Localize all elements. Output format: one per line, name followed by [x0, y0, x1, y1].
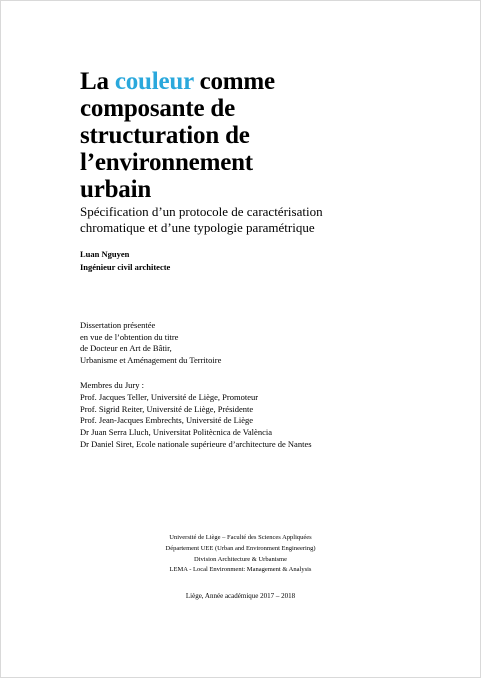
author-name: Luan Nguyen [80, 249, 130, 259]
jury-member: Dr Daniel Siret, Ecole nationale supérieure d’architecture de Nantes [80, 438, 312, 449]
subtitle-line-2: chromatique et d’une typologie paramétrique [80, 220, 315, 235]
dissertation-line: en vue de l’obtention du titre [80, 331, 179, 342]
institution-affiliation [0, 533, 481, 576]
jury-member: Prof. Jacques Teller, Université de Liège, Promoteur [80, 391, 259, 402]
subtitle-line-1: Spécification d’un protocole de caractérisation [80, 204, 323, 219]
title-line-3: structuration de [80, 122, 250, 149]
title-line-4: l’environnement [80, 149, 253, 176]
dissertation-statement [80, 320, 221, 366]
page-title [80, 68, 460, 203]
title-line-1: La couleur comme [80, 68, 275, 95]
academic-year: Liège, Année académique 2017 – 2018 [185, 592, 296, 600]
title-line-5: urbain [80, 176, 152, 203]
jury-member: Dr Juan Serra Lluch, Universitat Politècnica de València [80, 427, 272, 438]
jury-list [80, 380, 312, 451]
affiliation-line: Université de Liège – Faculté des Sciences Appliquées [169, 534, 312, 541]
jury-member: Prof. Sigrid Reiter, Université de Liège, Présidente [80, 403, 254, 414]
jury-member: Prof. Jean-Jacques Embrechts, Université de Liège [80, 415, 254, 426]
jury-heading: Membres du Jury : [80, 380, 144, 390]
subtitle [80, 204, 420, 236]
affiliation-line: LEMA - Local Environment: Management & Analysis [169, 566, 312, 574]
dissertation-line: Urbanisme et Aménagement du Territoire [80, 354, 222, 365]
title-line-2: composante de [80, 95, 236, 122]
dissertation-line: de Docteur en Art de Bâtir, [80, 343, 172, 353]
affiliation-line: Département UEE (Urban and Environment Engineering) [165, 544, 316, 552]
author-block [80, 248, 170, 274]
author-role: Ingénieur civil architecte [80, 262, 171, 272]
title-accent-word: couleur [114, 68, 194, 95]
affiliation-line: Division Architecture & Urbanisme [194, 555, 287, 563]
dissertation-line: Dissertation présentée [80, 320, 156, 330]
